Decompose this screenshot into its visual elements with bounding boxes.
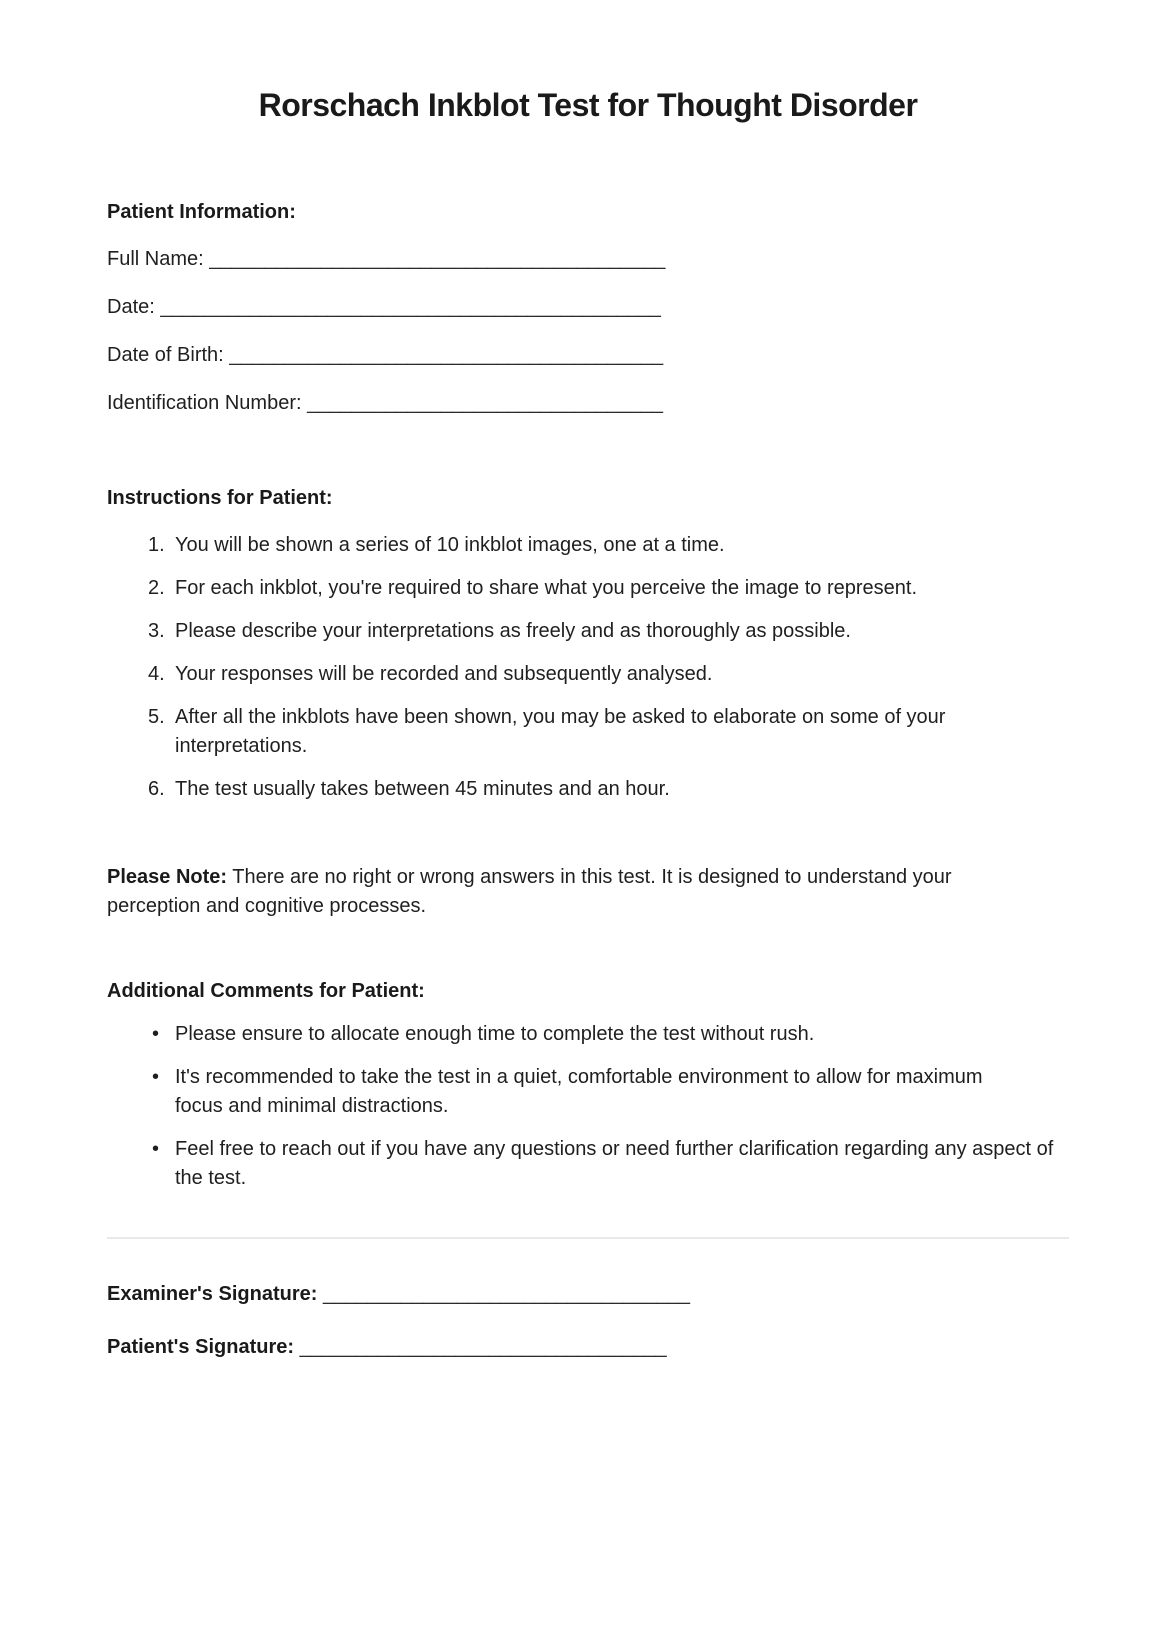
comment-text: Please ensure to allocate enough time to complete the test without rush.	[175, 1023, 815, 1045]
identification-number-blank-line: ________________________________	[307, 392, 664, 414]
instructions-heading: Instructions for Patient:	[107, 487, 333, 509]
comment-item-2	[107, 1063, 1069, 1121]
comment-text: Feel free to reach out if you have any questions or need further clarification regarding any aspect of the test.	[175, 1138, 1054, 1189]
comment-text: It's recommended to take the test in a quiet, comfortable environment to allow for maximum focus and minimal distractions.	[175, 1066, 983, 1117]
instruction-number: 1.	[148, 534, 165, 556]
date-label: Date:	[107, 296, 155, 318]
date-blank-line: _____________________________________________	[160, 296, 661, 318]
instruction-text: Your responses will be recorded and subsequently analysed.	[175, 663, 713, 685]
instruction-number: 3.	[148, 620, 165, 642]
patient-info-heading: Patient Information:	[107, 201, 296, 223]
examiner-signature-row	[107, 1280, 1069, 1309]
instruction-item-3	[107, 617, 1069, 646]
identification-number-label: Identification Number:	[107, 392, 302, 414]
instruction-item-2	[107, 574, 1069, 603]
field-row-full-name	[107, 245, 1069, 274]
instruction-text: Please describe your interpretations as freely and as thoroughly as possible.	[175, 620, 851, 642]
patient-signature-line: _________________________________	[299, 1336, 667, 1358]
comment-item-3	[107, 1135, 1069, 1193]
date-of-birth-blank-line: _______________________________________	[229, 344, 664, 366]
instruction-number: 5.	[148, 706, 165, 728]
instruction-item-5	[107, 703, 1069, 761]
examiner-signature-line: _________________________________	[322, 1283, 691, 1305]
instruction-number: 4.	[148, 663, 165, 685]
comments-heading: Additional Comments for Patient:	[107, 980, 425, 1002]
instruction-item-6	[107, 775, 1069, 804]
instruction-item-1	[107, 531, 1069, 560]
patient-signature-label: Patient's Signature:	[107, 1336, 295, 1358]
patient-signature-row	[107, 1333, 1069, 1362]
note-paragraph	[107, 863, 1017, 920]
page-title: Rorschach Inkblot Test for Thought Disorder	[258, 87, 918, 123]
full-name-label: Full Name:	[107, 248, 204, 270]
note-label: Please Note:	[107, 866, 228, 888]
instruction-text: For each inkblot, you're required to share what you perceive the image to represent.	[175, 577, 918, 599]
instruction-text: After all the inkblots have been shown, you may be asked to elaborate on some of your interpretations.	[175, 706, 946, 757]
date-of-birth-label: Date of Birth:	[107, 344, 224, 366]
instruction-number: 6.	[148, 778, 165, 800]
comment-item-1	[107, 1020, 1069, 1049]
instructions-list	[107, 531, 1069, 804]
bullet-icon	[152, 1135, 175, 1164]
instruction-text: You will be shown a series of 10 inkblot images, one at a time.	[175, 534, 725, 556]
examiner-signature-label: Examiner's Signature:	[107, 1283, 318, 1305]
section-divider	[107, 1237, 1069, 1239]
field-row-date-of-birth	[107, 341, 1069, 370]
instruction-number: 2.	[148, 577, 165, 599]
instruction-item-4	[107, 660, 1069, 689]
bullet-icon	[152, 1063, 175, 1092]
instruction-text: The test usually takes between 45 minutes and an hour.	[175, 778, 670, 800]
full-name-blank-line: _________________________________________	[209, 248, 666, 270]
bullet-icon	[152, 1020, 175, 1049]
comments-list	[107, 1020, 1069, 1193]
note-text: There are no right or wrong answers in this test. It is designed to understand your perception and cognitive processes.	[107, 866, 952, 917]
field-row-identification-number	[107, 389, 1069, 418]
field-row-date	[107, 293, 1069, 322]
